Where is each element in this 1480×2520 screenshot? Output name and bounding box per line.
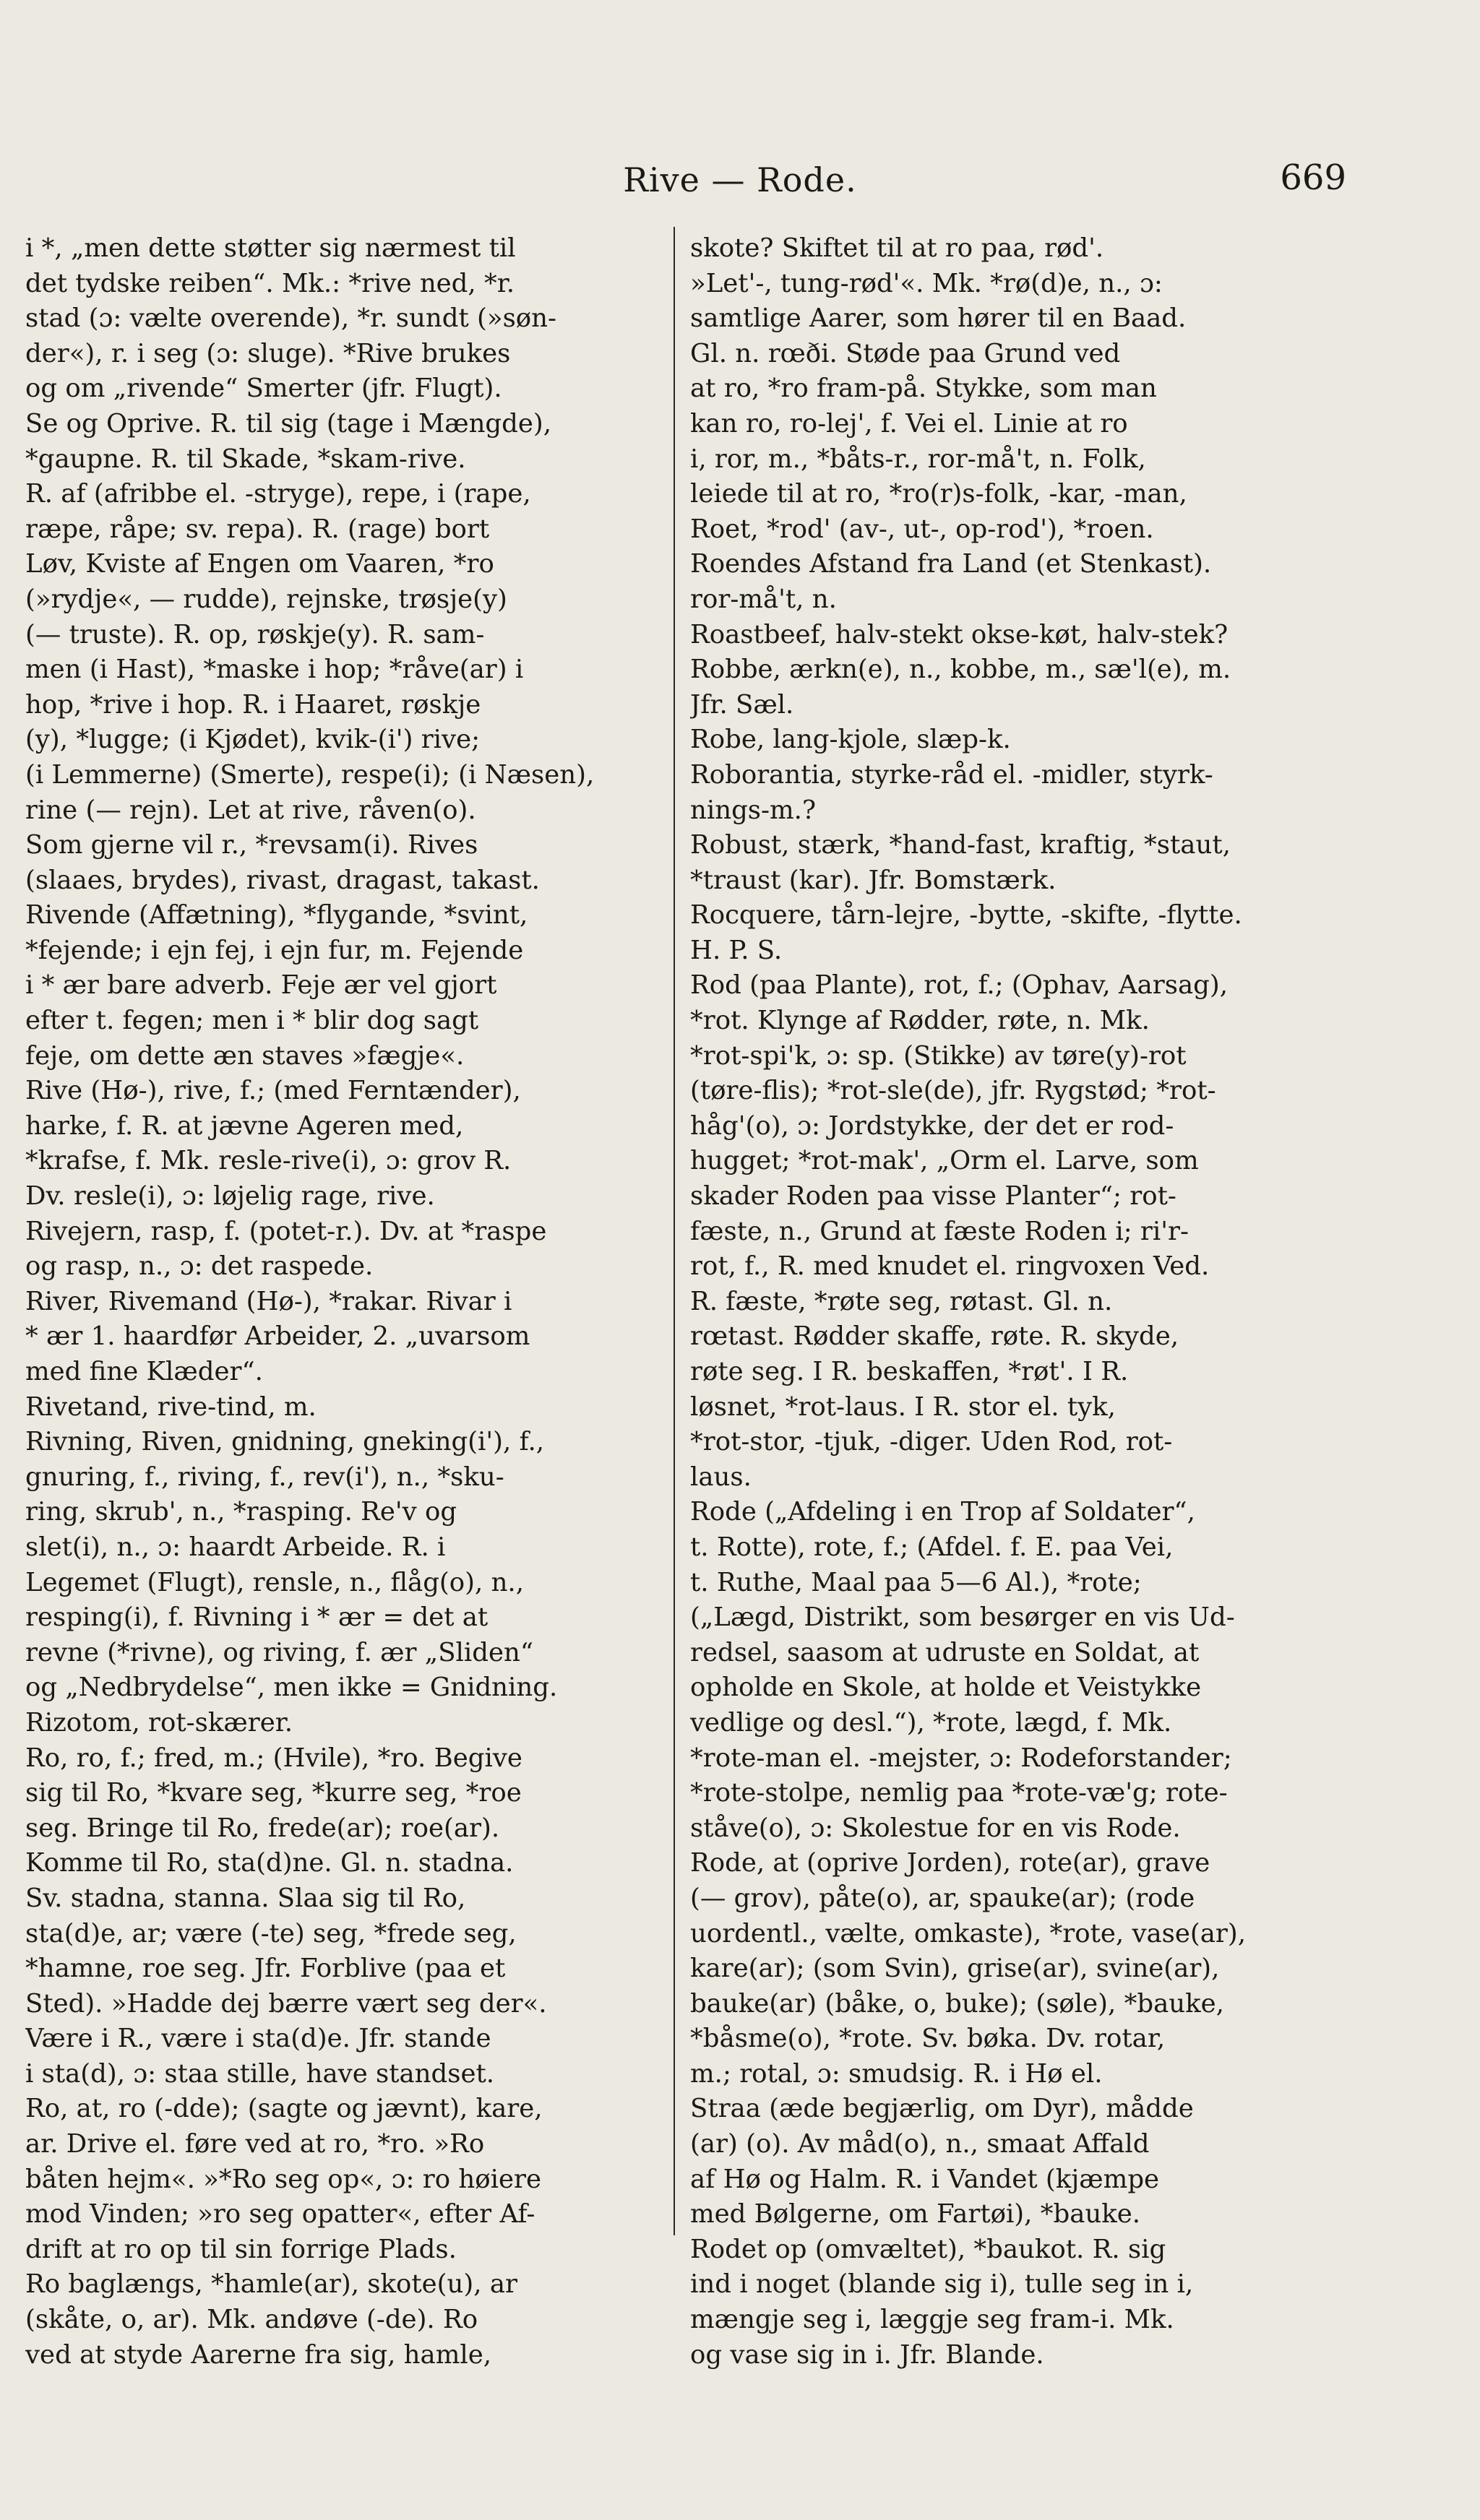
- text-line: Roastbeef, halv-stekt okse-køt, halv-stek?: [690, 619, 1229, 650]
- text-line: (»rydje«, — rudde), rejnske, trøsje(y): [25, 584, 507, 614]
- text-line: i, ror, m., *båts-r., ror-må't, n. Folk,: [690, 444, 1146, 474]
- text-line: *rot-spi'k, ɔ: sp. (Stikke) av tøre(y)-rot: [690, 1040, 1187, 1071]
- left-column: [25, 231, 712, 2373]
- text-line: bauke(ar) (båke, o, buke); (søle), *bauke,: [690, 1988, 1224, 2019]
- page-number: 669: [1280, 158, 1346, 198]
- text-line: ror-må't, n.: [690, 584, 837, 614]
- text-line: der«), r. i seg (ɔ: sluge). *Rive brukes: [25, 338, 511, 368]
- text-line: og „Nedbrydelse“, men ikke = Gnidning.: [25, 1673, 558, 1703]
- text-line: i * ær bare adverb. Feje ær vel gjort: [25, 970, 497, 1001]
- text-line: mængje seg i, læggje seg fram-i. Mk.: [690, 2305, 1174, 2335]
- text-line: Rivning, Riven, gnidning, gneking(i'), f.,: [25, 1427, 545, 1457]
- text-line: *gaupne. R. til Skade, *skam-rive.: [25, 444, 466, 474]
- text-line: Robe, lang-kjole, slæp-k.: [690, 725, 1011, 755]
- text-line: *rote-man el. -mejster, ɔ: Rodeforstander;: [690, 1743, 1232, 1773]
- text-line: opholde en Skole, at holde et Veistykke: [690, 1673, 1202, 1703]
- text-line: Rivejern, rasp, f. (potet-r.). Dv. at *raspe: [25, 1216, 547, 1246]
- text-line: *båsme(o), *rote. Sv. bøka. Dv. rotar,: [690, 2024, 1166, 2054]
- page-title: Rive — Rode.: [623, 160, 857, 199]
- text-line: (— grov), påte(o), ar, spauke(ar); (rode: [690, 1883, 1195, 1913]
- text-line: *rot. Klynge af Rødder, røte, n. Mk.: [690, 1006, 1150, 1036]
- text-line: Rive (Hø-), rive, f.; (med Ferntænder),: [25, 1076, 521, 1106]
- text-line: Rivende (Affætning), *flygande, *svint,: [25, 900, 528, 931]
- text-line: ståve(o), ɔ: Skolestue for en vis Rode.: [690, 1813, 1181, 1843]
- text-line: (— truste). R. op, røskje(y). R. sam-: [25, 619, 485, 650]
- text-line: løsnet, *rot-laus. I R. stor el. tyk,: [690, 1391, 1116, 1422]
- text-line: ræpe, råpe; sv. repa). R. (rage) bort: [25, 514, 490, 544]
- right-column: [690, 231, 1341, 2373]
- text-line: *fejende; i ejn fej, i ejn fur, m. Fejende: [25, 935, 524, 965]
- text-line: R. af (afribbe el. -stryge), repe, i (rape,: [25, 479, 531, 509]
- text-line: (slaaes, brydes), rivast, dragast, takast.: [25, 865, 540, 895]
- text-line: samtlige Aarer, som hører til en Baad.: [690, 303, 1187, 334]
- text-line: Ro, ro, f.; fred, m.; (Hvile), *ro. Begive: [25, 1743, 522, 1773]
- text-line: ind i noget (blande sig i), tulle seg in i,: [690, 2269, 1194, 2300]
- text-line: at ro, *ro fram-på. Stykke, som man: [690, 374, 1157, 404]
- text-line: seg. Bringe til Ro, frede(ar); roe(ar).: [25, 1813, 500, 1843]
- text-line: og vase sig in i. Jfr. Blande.: [690, 2339, 1044, 2370]
- text-line: det tydske reiben“. Mk.: *rive ned, *r.: [25, 268, 515, 298]
- text-line: *rot-stor, -tjuk, -diger. Uden Rod, rot-: [690, 1427, 1173, 1457]
- text-line: laus.: [690, 1462, 752, 1492]
- text-line: ar. Drive el. føre ved at ro, *ro. »Ro: [25, 2129, 485, 2159]
- text-line: Rode, at (oprive Jorden), rote(ar), grave: [690, 1848, 1210, 1878]
- text-line: m.; rotal, ɔ: smudsig. R. i Hø el.: [690, 2058, 1103, 2089]
- text-line: Legemet (Flugt), rensle, n., flåg(o), n.,: [25, 1567, 524, 1597]
- text-line: sig til Ro, *kvare seg, *kurre seg, *roe: [25, 1778, 522, 1808]
- text-line: i sta(d), ɔ: staa stille, have standset.: [25, 2058, 495, 2089]
- text-line: Se og Oprive. R. til sig (tage i Mængde),: [25, 408, 552, 439]
- text-line: (i Lemmerne) (Smerte), respe(i); (i Næsen),: [25, 759, 595, 790]
- text-line: resping(i), f. Rivning i * ær = det at: [25, 1602, 489, 1633]
- text-line: med fine Klæder“.: [25, 1357, 263, 1386]
- text-line: hop, *rive i hop. R. i Haaret, røskje: [25, 689, 481, 720]
- text-line: *traust (kar). Jfr. Bomstærk.: [690, 865, 1057, 895]
- text-line: Rizotom, rot-skærer.: [25, 1707, 293, 1738]
- text-line: *krafse, f. Mk. resle-rive(i), ɔ: grov R.: [25, 1146, 512, 1176]
- text-line: Sv. stadna, stanna. Slaa sig til Ro,: [25, 1883, 466, 1913]
- text-line: skote? Skiftet til at ro paa, rød'.: [690, 233, 1104, 263]
- text-line: *hamne, roe seg. Jfr. Forblive (paa et: [25, 1954, 506, 1984]
- text-line: nings-m.?: [690, 795, 816, 825]
- text-line: Ro baglængs, *hamle(ar), skote(u), ar: [25, 2269, 517, 2300]
- text-line: Straa (æde begjærlig, om Dyr), mådde: [690, 2094, 1194, 2124]
- text-line: Komme til Ro, sta(d)ne. Gl. n. stadna.: [25, 1848, 514, 1878]
- text-line: hugget; *rot-mak', „Orm el. Larve, som: [690, 1146, 1199, 1176]
- text-line: men (i Hast), *maske i hop; *råve(ar) i: [25, 655, 524, 685]
- text-line: Løv, Kviste af Engen om Vaaren, *ro: [25, 549, 494, 579]
- text-line: Rivetand, rive-tind, m.: [25, 1391, 317, 1422]
- text-line: efter t. fegen; men i * blir dog sagt: [25, 1006, 479, 1036]
- text-line: River, Rivemand (Hø-), *rakar. Rivar i: [25, 1286, 512, 1316]
- text-line: Rode („Afdeling i en Trop af Soldater“,: [690, 1497, 1195, 1527]
- text-line: (tøre-flis); *rot-sle(de), jfr. Rygstød; *rot-: [690, 1076, 1216, 1106]
- text-line: rine (— rejn). Let at rive, råven(o).: [25, 795, 476, 825]
- text-line: båten hejm«. »*Ro seg op«, ɔ: ro høiere: [25, 2164, 541, 2194]
- text-line: Robbe, ærkn(e), n., kobbe, m., sæ'l(e), m.: [690, 655, 1231, 685]
- text-line: Gl. n. rœði. Støde paa Grund ved: [690, 338, 1121, 368]
- text-line: skader Roden paa visse Planter“; rot-: [690, 1181, 1176, 1212]
- text-line: (skåte, o, ar). Mk. andøve (-de). Ro: [25, 2305, 478, 2335]
- text-line: rœtast. Rødder skaffe, røte. R. skyde,: [690, 1321, 1179, 1352]
- text-line: Jfr. Sæl.: [690, 689, 794, 720]
- text-line: Være i R., være i sta(d)e. Jfr. stande: [25, 2024, 491, 2054]
- text-line: Roborantia, styrke-råd el. -midler, styrk-: [690, 759, 1213, 790]
- text-line: rot, f., R. med knudet el. ringvoxen Ved.: [690, 1251, 1210, 1282]
- text-line: Som gjerne vil r., *revsam(i). Rives: [25, 830, 478, 860]
- text-line: Dv. resle(i), ɔ: løjelig rage, rive.: [25, 1181, 435, 1212]
- text-line: Sted). »Hadde dej bærre vært seg der«.: [25, 1988, 547, 2019]
- text-line: i *, „men dette støtter sig nærmest til: [25, 233, 516, 263]
- text-line: (y), *lugge; (i Kjødet), kvik-(i') rive;: [25, 725, 481, 755]
- text-line: harke, f. R. at jævne Ageren med,: [25, 1110, 464, 1141]
- text-line: kan ro, ro-lej', f. Vei el. Linie at ro: [690, 408, 1128, 439]
- text-line: af Hø og Halm. R. i Vandet (kjæmpe: [690, 2164, 1160, 2194]
- text-line: drift at ro op til sin forrige Plads.: [25, 2234, 457, 2264]
- text-line: sta(d)e, ar; være (-te) seg, *frede seg,: [25, 1918, 517, 1949]
- text-line: H. P. S.: [690, 935, 783, 965]
- text-line: kare(ar); (som Svin), grise(ar), svine(ar),: [690, 1954, 1220, 1984]
- text-line: gnuring, f., riving, f., rev(i'), n., *sku-: [25, 1462, 504, 1492]
- text-line: revne (*rivne), og riving, f. ær „Sliden“: [25, 1637, 533, 1667]
- text-line: redsel, saasom at udruste en Soldat, at: [690, 1637, 1200, 1667]
- text-line: * ær 1. haardfør Arbeider, 2. „uvarsom: [25, 1321, 530, 1352]
- text-line: Roendes Afstand fra Land (et Stenkast).: [690, 549, 1212, 579]
- text-line: Roet, *rod' (av-, ut-, op-rod'), *roen.: [690, 514, 1154, 544]
- text-line: Ro, at, ro (-dde); (sagte og jævnt), kare,: [25, 2094, 543, 2124]
- text-line: Rodet op (omvæltet), *baukot. R. sig: [690, 2234, 1166, 2264]
- text-line: og om „rivende“ Smerter (jfr. Flugt).: [25, 374, 502, 404]
- text-line: (ar) (o). Av måd(o), n., smaat Affald: [690, 2129, 1150, 2159]
- text-line: med Bølgerne, om Fartøi), *bauke.: [690, 2199, 1141, 2230]
- text-line: mod Vinden; »ro seg opatter«, efter Af-: [25, 2199, 535, 2230]
- text-line: røte seg. I R. beskaffen, *røt'. I R.: [690, 1357, 1129, 1386]
- text-line: ved at styde Aarerne fra sig, hamle,: [25, 2339, 492, 2370]
- text-line: og rasp, n., ɔ: det raspede.: [25, 1251, 374, 1282]
- text-line: Rocquere, tårn-lejre, -bytte, -skifte, -flytte.: [690, 900, 1242, 931]
- text-line: Rod (paa Plante), rot, f.; (Ophav, Aarsag),: [690, 970, 1228, 1001]
- text-line: »Let'-, tung-rød'«. Mk. *rø(d)e, n., ɔ:: [690, 268, 1163, 298]
- column-divider: [674, 227, 675, 2235]
- text-line: t. Rotte), rote, f.; (Afdel. f. E. paa Vei,: [690, 1532, 1174, 1562]
- text-line: stad (ɔ: vælte overende), *r. sundt (»søn-: [25, 303, 557, 334]
- text-line: R. fæste, *røte seg, røtast. Gl. n.: [690, 1286, 1113, 1316]
- text-line: ring, skrub', n., *rasping. Re'v og: [25, 1497, 457, 1527]
- text-line: leiede til at ro, *ro(r)s-folk, -kar, -man,: [690, 479, 1187, 509]
- text-line: håg'(o), ɔ: Jordstykke, der det er rod-: [690, 1110, 1174, 1141]
- text-line: slet(i), n., ɔ: haardt Arbeide. R. i: [25, 1532, 446, 1562]
- text-line: Robust, stærk, *hand-fast, kraftig, *staut,: [690, 830, 1231, 860]
- text-line: *rote-stolpe, nemlig paa *rote-væ'g; rote-: [690, 1778, 1228, 1808]
- text-line: t. Ruthe, Maal paa 5—6 Al.), *rote;: [690, 1567, 1142, 1597]
- text-line: („Lægd, Distrikt, som besørger en vis Ud-: [690, 1602, 1235, 1633]
- text-line: fæste, n., Grund at fæste Roden i; ri'r-: [690, 1216, 1189, 1246]
- text-line: feje, om dette æn staves »fægje«.: [25, 1040, 465, 1071]
- text-line: vedlige og desl.“), *rote, lægd, f. Mk.: [690, 1707, 1172, 1738]
- text-line: uordentl., vælte, omkaste), *rote, vase(ar),: [690, 1918, 1247, 1949]
